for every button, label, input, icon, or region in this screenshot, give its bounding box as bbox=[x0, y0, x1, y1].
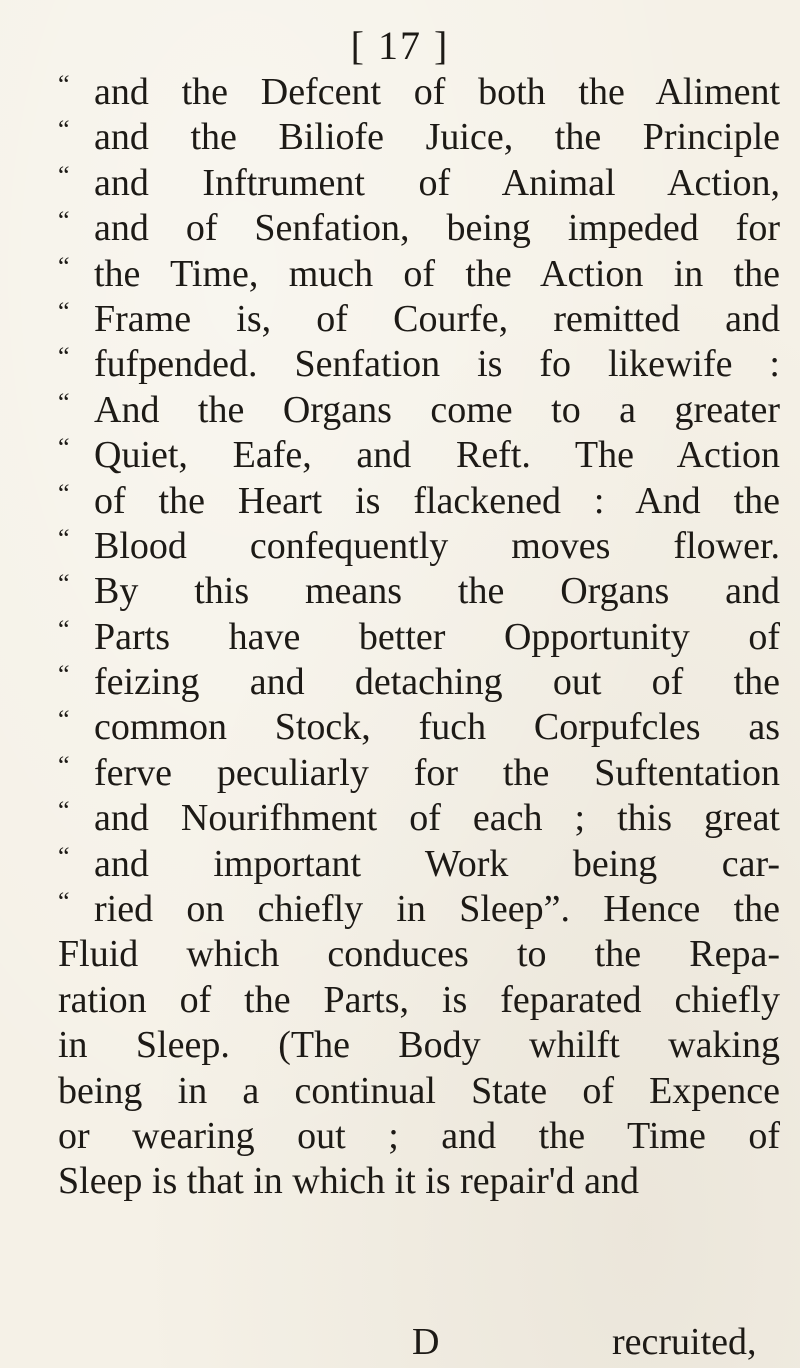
quotation-mark: “ bbox=[58, 206, 70, 236]
text-line bbox=[0, 978, 800, 1023]
text-line bbox=[0, 70, 800, 115]
text-line bbox=[0, 887, 800, 932]
page-footer bbox=[0, 1320, 800, 1364]
line-text: of the Heart is flackened : And the bbox=[94, 479, 780, 522]
text-line bbox=[0, 842, 800, 887]
quotation-mark: “ bbox=[58, 70, 70, 99]
text-line bbox=[0, 751, 800, 796]
line-text: Frame is, of Courfe, remitted and bbox=[94, 297, 780, 340]
quotation-mark: “ bbox=[58, 523, 70, 553]
line-text: and the Defcent of both the Aliment bbox=[94, 71, 780, 113]
quotation-mark: “ bbox=[58, 251, 70, 281]
quotation-mark: “ bbox=[58, 296, 70, 326]
quotation-mark: “ bbox=[58, 660, 70, 690]
line-text: in Sleep. (The Body whilft waking bbox=[58, 1024, 780, 1067]
line-text: fufpended. Senfation is fo likewife : bbox=[94, 343, 780, 386]
text-line bbox=[0, 342, 800, 387]
text-line bbox=[0, 206, 800, 251]
line-text: and Inftrument of Animal Action, bbox=[94, 161, 780, 204]
text-line bbox=[0, 297, 800, 342]
quotation-mark: “ bbox=[58, 750, 70, 780]
quotation-mark: “ bbox=[58, 115, 70, 145]
signature-mark: D bbox=[412, 1321, 440, 1363]
line-text: Blood confequently moves flower. bbox=[94, 524, 780, 567]
text-line bbox=[0, 388, 800, 433]
line-text: Sleep is that in which it is repair'd and bbox=[58, 1160, 639, 1203]
text-line bbox=[0, 161, 800, 206]
quotation-mark: “ bbox=[58, 796, 70, 826]
quotation-mark: “ bbox=[58, 160, 70, 190]
text-line bbox=[0, 705, 800, 750]
line-text: And the Organs come to a greater bbox=[94, 388, 780, 431]
text-line bbox=[0, 660, 800, 705]
text-line bbox=[0, 932, 800, 977]
text-line bbox=[0, 433, 800, 478]
quotation-mark: “ bbox=[58, 705, 70, 735]
line-text: Parts have better Opportunity of bbox=[94, 615, 780, 658]
body-text bbox=[0, 70, 800, 1205]
text-line bbox=[0, 1114, 800, 1159]
text-line bbox=[0, 115, 800, 160]
quotation-mark: “ bbox=[58, 614, 70, 644]
quotation-mark: “ bbox=[58, 569, 70, 599]
quotation-mark: “ bbox=[58, 433, 70, 463]
catchword: recruited, bbox=[612, 1321, 757, 1363]
text-line bbox=[0, 252, 800, 297]
line-text: and the Biliofe Juice, the Principle bbox=[94, 116, 780, 159]
quotation-mark: “ bbox=[58, 841, 70, 871]
text-line bbox=[0, 569, 800, 614]
quotation-mark: “ bbox=[58, 887, 70, 917]
text-line bbox=[0, 796, 800, 841]
line-text: By this means the Organs and bbox=[94, 570, 780, 613]
line-text: Fluid which conduces to the Repa- bbox=[58, 933, 780, 976]
line-text: ration of the Parts, is feparated chiefly bbox=[58, 978, 780, 1021]
line-text: feizing and detaching out of the bbox=[94, 661, 780, 704]
text-line bbox=[0, 1023, 800, 1068]
line-text: being in a continual State of Expence bbox=[58, 1069, 780, 1112]
line-text: Quiet, Eafe, and Reft. The Action bbox=[94, 434, 780, 477]
line-text: and of Senfation, being impeded for bbox=[94, 207, 780, 250]
line-text: ried on chiefly in Sleep”. Hence the bbox=[94, 888, 780, 931]
quotation-mark: “ bbox=[58, 478, 70, 508]
line-text: common Stock, fuch Corpufcles as bbox=[94, 706, 780, 749]
text-line bbox=[0, 615, 800, 660]
text-line bbox=[0, 1159, 800, 1204]
line-text: or wearing out ; and the Time of bbox=[58, 1114, 780, 1157]
text-line bbox=[0, 524, 800, 569]
text-line bbox=[0, 479, 800, 524]
quotation-mark: “ bbox=[58, 342, 70, 372]
line-text: and important Work being car- bbox=[94, 842, 780, 885]
line-text: ferve peculiarly for the Suftentation bbox=[94, 751, 780, 794]
line-text: and Nourifhment of each ; this great bbox=[94, 797, 780, 840]
text-line bbox=[0, 1069, 800, 1114]
line-text: the Time, much of the Action in the bbox=[94, 252, 780, 295]
page-number: [ 17 ] bbox=[350, 23, 450, 68]
quotation-mark: “ bbox=[58, 387, 70, 417]
